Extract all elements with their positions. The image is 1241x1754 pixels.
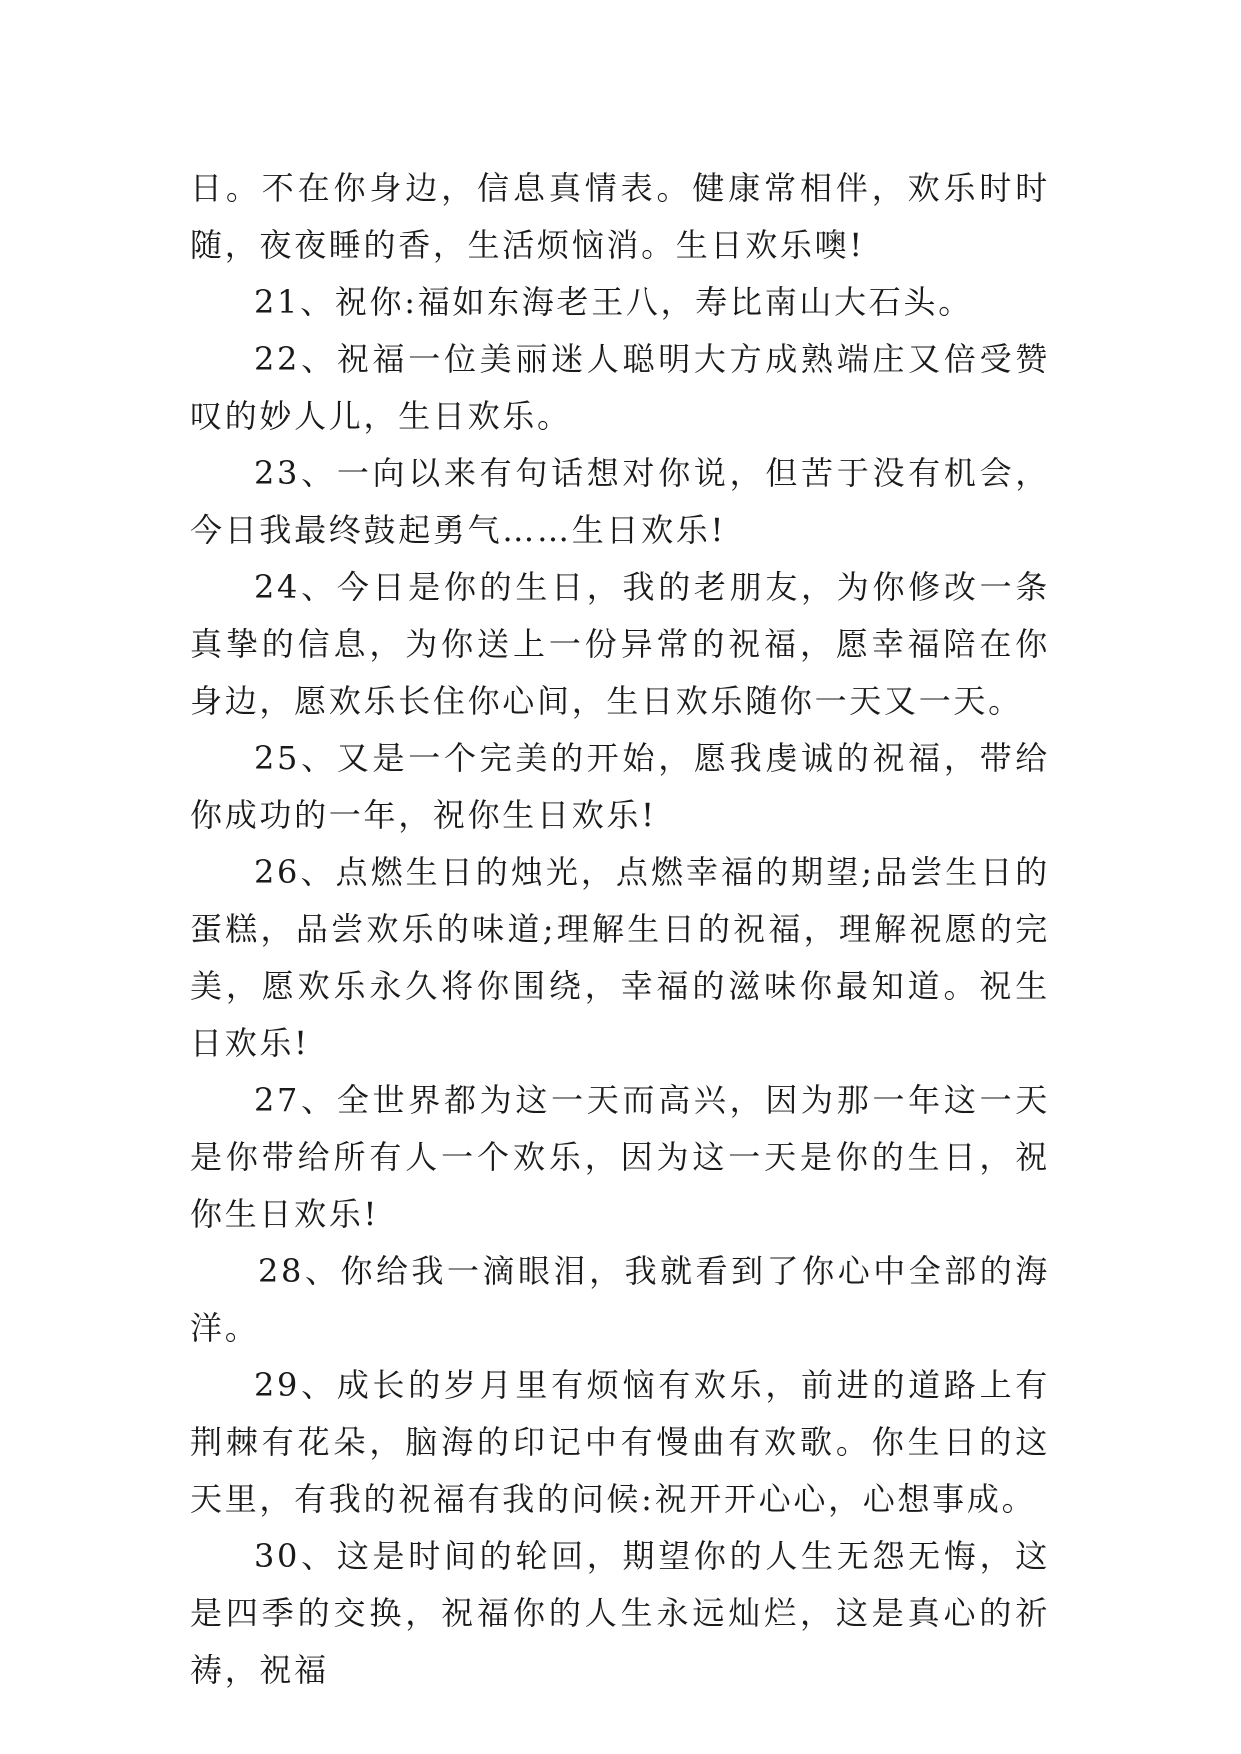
paragraph-25: 25、又是一个完美的开始，愿我虔诚的祝福，带给你成功的一年，祝你生日欢乐! [190,739,1050,834]
paragraph-21: 21、祝你:福如东海老王八，寿比南山大石头。 [254,283,973,321]
paragraph-continuation: 日。不在你身边，信息真情表。健康常相伴，欢乐时时随，夜夜睡的香，生活烦恼消。生日欢乐噢! [190,169,1050,264]
paragraph-28: 28、你给我一滴眼泪，我就看到了你心中全部的海洋。 [190,1252,1050,1347]
paragraph-27: 27、全世界都为这一天而高兴，因为那一年这一天是你带给所有人一个欢乐，因为这一天是你的生日，祝你生日欢乐! [190,1081,1050,1233]
paragraph-23: 23、一向以来有句话想对你说，但苦于没有机会，今日我最终鼓起勇气……生日欢乐! [190,454,1050,549]
document-body [190,160,1050,1699]
paragraph-29: 29、成长的岁月里有烦恼有欢乐，前进的道路上有荆棘有花朵，脑海的印记中有慢曲有欢歌。你生日的这天里，有我的祝福有我的问候:祝开开心心，心想事成。 [190,1366,1050,1518]
paragraph-24: 24、今日是你的生日，我的老朋友，为你修改一条真挚的信息，为你送上一份异常的祝福，愿幸福陪在你身边，愿欢乐长住你心间，生日欢乐随你一天又一天。 [190,568,1050,720]
paragraph-26: 26、点燃生日的烛光，点燃幸福的期望;品尝生日的蛋糕，品尝欢乐的味道;理解生日的祝福，理解祝愿的完美，愿欢乐永久将你围绕，幸福的滋味你最知道。祝生日欢乐! [190,853,1050,1062]
paragraph-30: 30、这是时间的轮回，期望你的人生无怨无悔，这是四季的交换，祝福你的人生永远灿烂，这是真心的祈祷，祝福 [190,1537,1050,1689]
paragraph-22: 22、祝福一位美丽迷人聪明大方成熟端庄又倍受赞叹的妙人儿，生日欢乐。 [190,340,1050,435]
